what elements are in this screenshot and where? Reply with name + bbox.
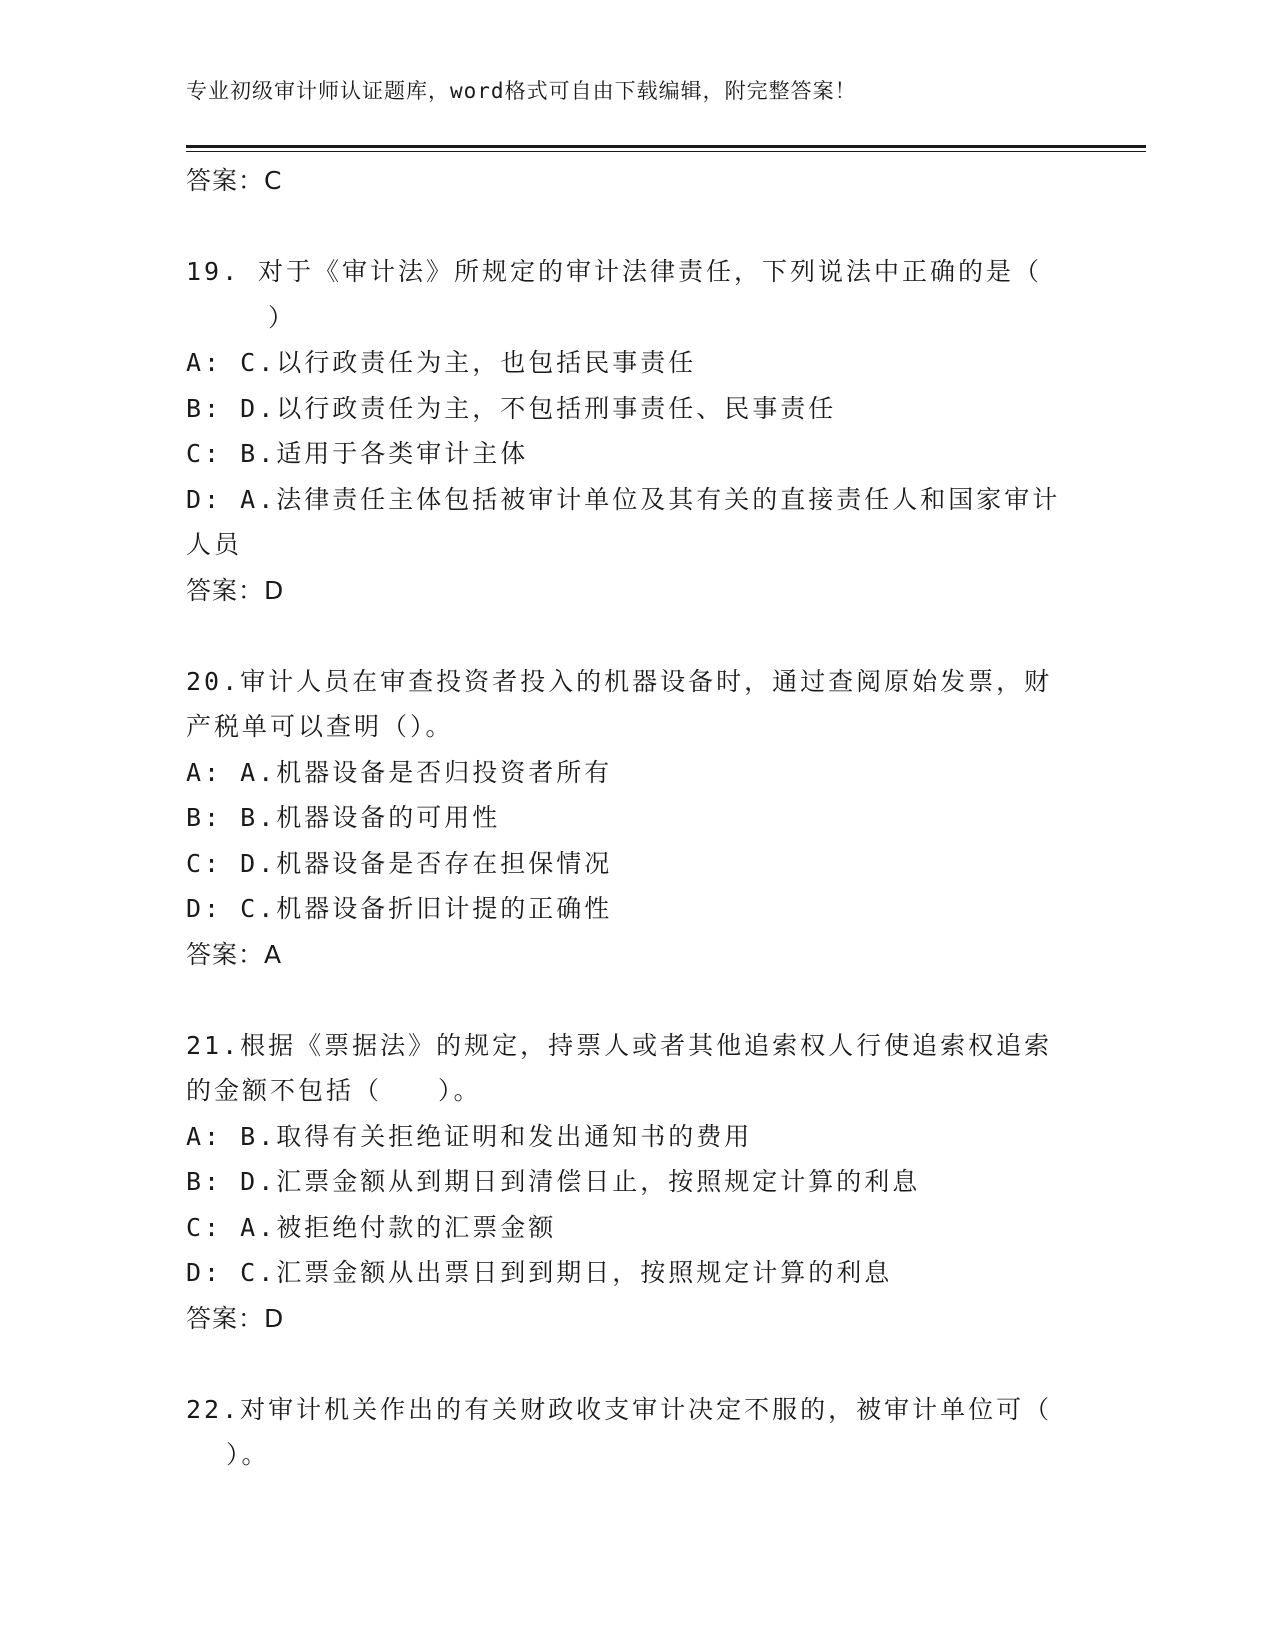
option-a: A: B.取得有关拒绝证明和发出通知书的费用 [186,1121,753,1151]
answer-line: 答案：A [186,939,283,969]
page-header: 专业初级审计师认证题库，word格式可自由下载编辑，附完整答案！ [186,79,857,103]
question-21-stem: 21.根据《票据法》的规定，持票人或者其他追索权人行使追索权追索 [186,1030,1053,1060]
option-c: C: D.机器设备是否存在担保情况 [186,848,613,878]
option-a: A: A.机器设备是否归投资者所有 [186,757,613,787]
question-21-stem-cont: 的金额不包括（ ）。 [186,1076,482,1105]
option-b: B: D.以行政责任为主，不包括刑事责任、民事责任 [186,393,837,423]
spacer [186,1341,1066,1387]
question-content [186,158,1066,1478]
header-rule-thin [186,151,1146,152]
spacer [186,613,1066,659]
option-d-cont: 人员 [186,530,243,559]
option-c: C: A.被拒绝付款的汇票金额 [186,1212,557,1242]
question-19-stem [186,249,1066,295]
question-22-stem: 22.对审计机关作出的有关财政收支审计决定不服的，被审计单位可（ [186,1394,1053,1424]
spacer [186,204,1066,250]
question-number: 19. [186,257,241,286]
option-d: D: C.机器设备折旧计提的正确性 [186,894,613,923]
spacer [186,977,1066,1023]
option-b: B: B.机器设备的可用性 [186,803,501,832]
answer-line: 答案：D [186,1303,285,1333]
option-a: A: C.以行政责任为主，也包括民事责任 [186,348,697,377]
question-19-stem-cont: ） [268,302,297,332]
question-stem-text: 对于《审计法》所规定的审计法律责任，下列说法中正确的是（ [258,257,1043,286]
answer-line: 答案：D [186,575,285,605]
option-c: C: B.适用于各类审计主体 [186,439,529,468]
answer-line: 答案：C [186,166,283,195]
option-d: D: C.汇票金额从出票日到到期日，按照规定计算的利息 [186,1258,893,1287]
header-rule-thick [186,145,1146,148]
question-22-stem-cont: ）。 [226,1440,270,1469]
question-20-stem-cont: 产税单可以查明（）。 [186,712,454,741]
option-d: D: A.法律责任主体包括被审计单位及其有关的直接责任人和国家审计 [186,484,1061,514]
option-b: B: D.汇票金额从到期日到清偿日止，按照规定计算的利息 [186,1167,921,1196]
question-20-stem: 20.审计人员在审查投资者投入的机器设备时，通过查阅原始发票，财 [186,666,1053,696]
